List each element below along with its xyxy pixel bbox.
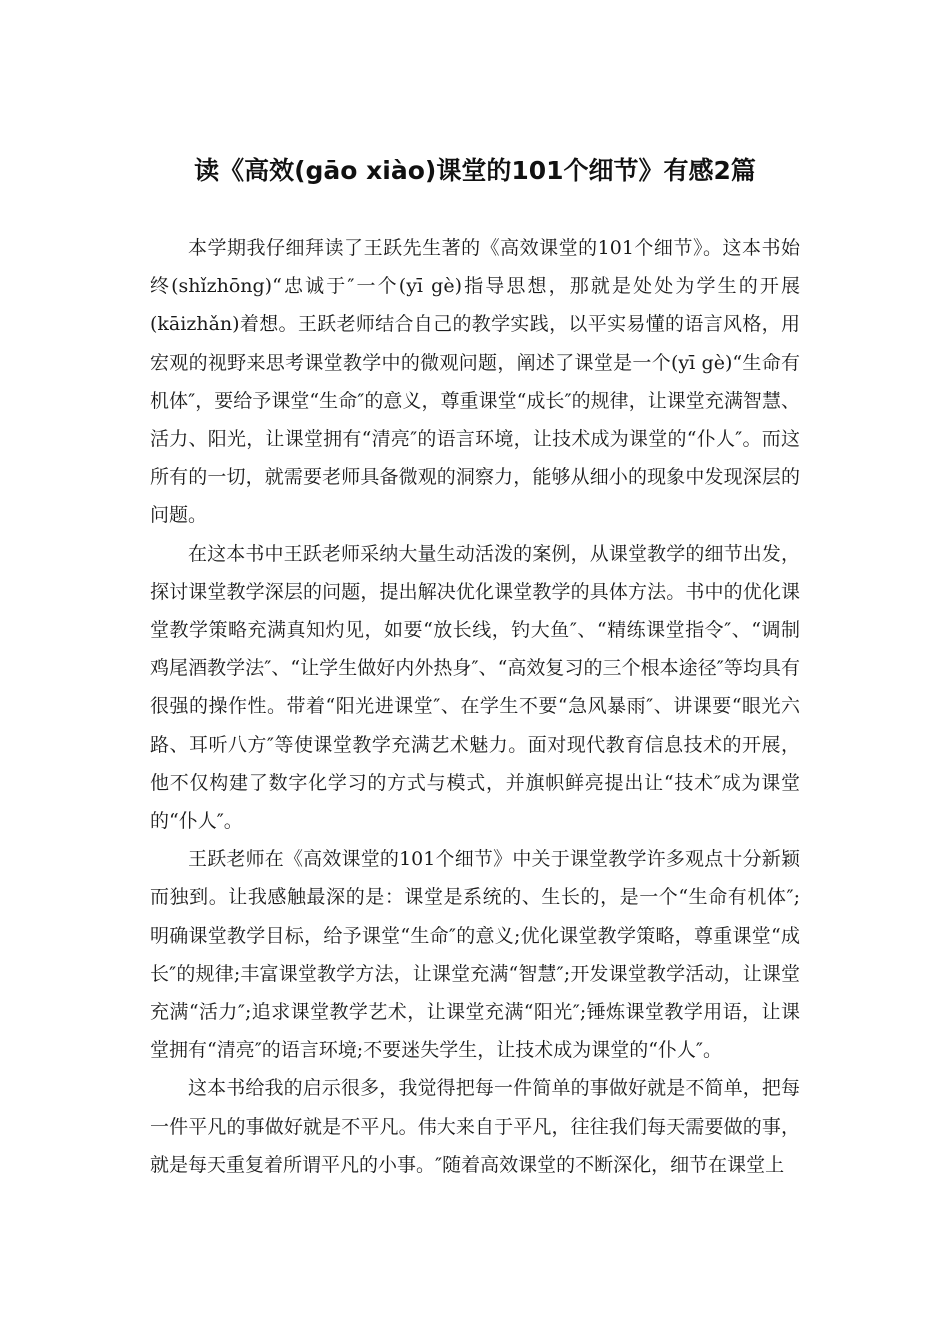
paragraph-4: 这本书给我的启示很多，我觉得把每一件简单的事做好就是不简单，把每一件平凡的事做好就是不平凡。伟大来自于平凡，往往我们每天需要做的事，就是每天重复着所谓平凡的小事。″随着高效课堂的不断深化，细节在课堂上 [150,1077,800,1176]
document-body [150,229,800,1184]
paragraph-2: 在这本书中王跃老师采纳大量生动活泼的案例，从课堂教学的细节出发，探讨课堂教学深层的问题，提出解决优化课堂教学的具体方法。书中的优化课堂教学策略充满真知灼见，如要“放长线，钓大鱼″、“精练课堂指令″、“调制鸡尾酒教学法″、“让学生做好内外热身″、“高效复习的三个根本途径″等均具有很强的操作性。带着“阳光进课堂″、在学生不要“急风暴雨″、讲课要“眼光六路、耳听八方″等使课堂教学充满艺术魅力。面对现代教育信息技术的开展，他不仅构建了数字化学习的方式与模式，并旗帜鲜亮提出让“技术″成为课堂的“仆人″。 [150,542,800,833]
document-title: 读《高效(gāo xiào)课堂的101个细节》有感2篇 [194,156,756,185]
paragraph-1: 本学期我仔细拜读了王跃先生著的《高效课堂的101个细节》。这本书始终(shǐzhōng)“忠诚于″一个(yī gè)指导思想，那就是处处为学生的开展(kāizhǎn)着想。王跃老师结合自己的教学实践，以平实易懂的语言风格，用宏观的视野来思考课堂教学中的微观问题，阐述了课堂是一个(yī gè)“生命有机体″，要给予课堂“生命″的意义，尊重课堂“成长″的规律，让课堂充满智慧、活力、阳光，让课堂拥有“清亮″的语言环境，让技术成为课堂的“仆人″。而这所有的一切，就需要老师具备微观的洞察力，能够从细小的现象中发现深层的问题。 [150,237,800,527]
paragraph-3: 王跃老师在《高效课堂的101个细节》中关于课堂教学许多观点十分新颖而独到。让我感触最深的是：课堂是系统的、生长的，是一个“生命有机体″;明确课堂教学目标，给予课堂“生命″的意义;优化课堂教学策略，尊重课堂“成长″的规律;丰富课堂教学方法，让课堂充满“智慧″;开发课堂教学活动，让课堂充满“活力″;追求课堂教学艺术，让课堂充满“阳光″;锤炼课堂教学用语，让课堂拥有“清亮″的语言环境;不要迷失学生，让技术成为课堂的“仆人″。 [150,848,800,1062]
